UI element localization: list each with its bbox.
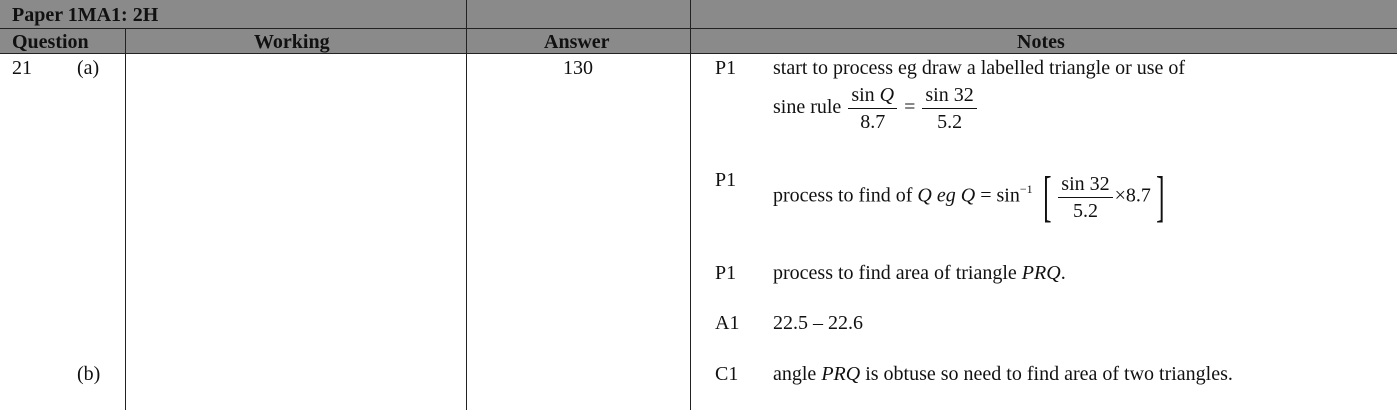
sine-rule-fraction-2 (922, 82, 976, 135)
note-2-fraction-numerator: sin 32 (1058, 171, 1112, 198)
fraction-1-numerator: sin (851, 84, 875, 106)
note-2-text: process to find of (773, 184, 913, 207)
column-divider-working (466, 0, 467, 410)
fraction-2-denominator: 5.2 (937, 111, 963, 133)
header-working: Working (254, 31, 330, 53)
header-divider (0, 28, 1397, 29)
answer-part-a: 130 (563, 57, 593, 79)
paper-title-bar (0, 0, 1397, 28)
note-5-pre: angle (773, 363, 817, 385)
note-1-sine-rule (773, 82, 979, 135)
header-question: Question (12, 31, 89, 53)
note-4-text: 22.5 – 22.6 (773, 312, 863, 334)
note-5-mark: C1 (715, 363, 739, 385)
note-5-var: PRQ (821, 363, 861, 385)
right-bracket-icon: ] (1156, 166, 1165, 228)
note-3-mark: P1 (715, 262, 737, 284)
note-2-mark: P1 (715, 169, 737, 191)
note-2-expression (773, 166, 1170, 228)
note-2-fraction (1058, 171, 1112, 224)
note-2-eg: eg (936, 184, 956, 207)
question-number: 21 (12, 57, 32, 79)
note-2-inverse: −1 (1019, 181, 1033, 196)
sine-rule-equals: = (904, 96, 916, 119)
fraction-1-denominator: 8.7 (860, 111, 886, 133)
paper-title: Paper 1MA1: 2H (12, 4, 159, 26)
note-2-var-q2: Q (960, 184, 976, 207)
note-3-text: process to find area of triangle (773, 262, 1017, 284)
column-divider-question (125, 29, 126, 410)
left-bracket-icon: [ (1042, 166, 1052, 228)
note-4-mark: A1 (715, 312, 740, 334)
note-2-times: ×8.7 (1114, 184, 1151, 207)
question-part-a: (a) (77, 57, 100, 79)
fraction-1-variable: Q (879, 84, 895, 106)
note-2-equals: = (980, 184, 992, 207)
sine-rule-fraction-1 (848, 82, 897, 135)
note-2-var-q: Q (917, 184, 932, 207)
header-bottom-border (0, 53, 1397, 54)
note-3-var: PRQ (1021, 262, 1061, 284)
header-notes: Notes (1017, 31, 1065, 53)
question-part-b: (b) (77, 363, 101, 385)
column-header-bar (0, 29, 1397, 53)
note-3-period: . (1060, 262, 1066, 284)
note-1-mark: P1 (715, 57, 737, 79)
column-divider-answer (690, 0, 691, 410)
note-5-line (773, 362, 1233, 386)
note-2-sin: sin (996, 184, 1020, 207)
note-1-sine-rule-label: sine rule (773, 96, 842, 119)
fraction-2-numerator: sin 32 (922, 82, 976, 109)
note-1-text: start to process eg draw a labelled triangle or use of (773, 57, 1186, 79)
note-2-fraction-denominator: 5.2 (1072, 199, 1098, 222)
header-answer: Answer (544, 31, 610, 53)
note-5-post: is obtuse so need to find area of two triangles. (865, 363, 1233, 385)
note-3-line (773, 261, 1066, 285)
